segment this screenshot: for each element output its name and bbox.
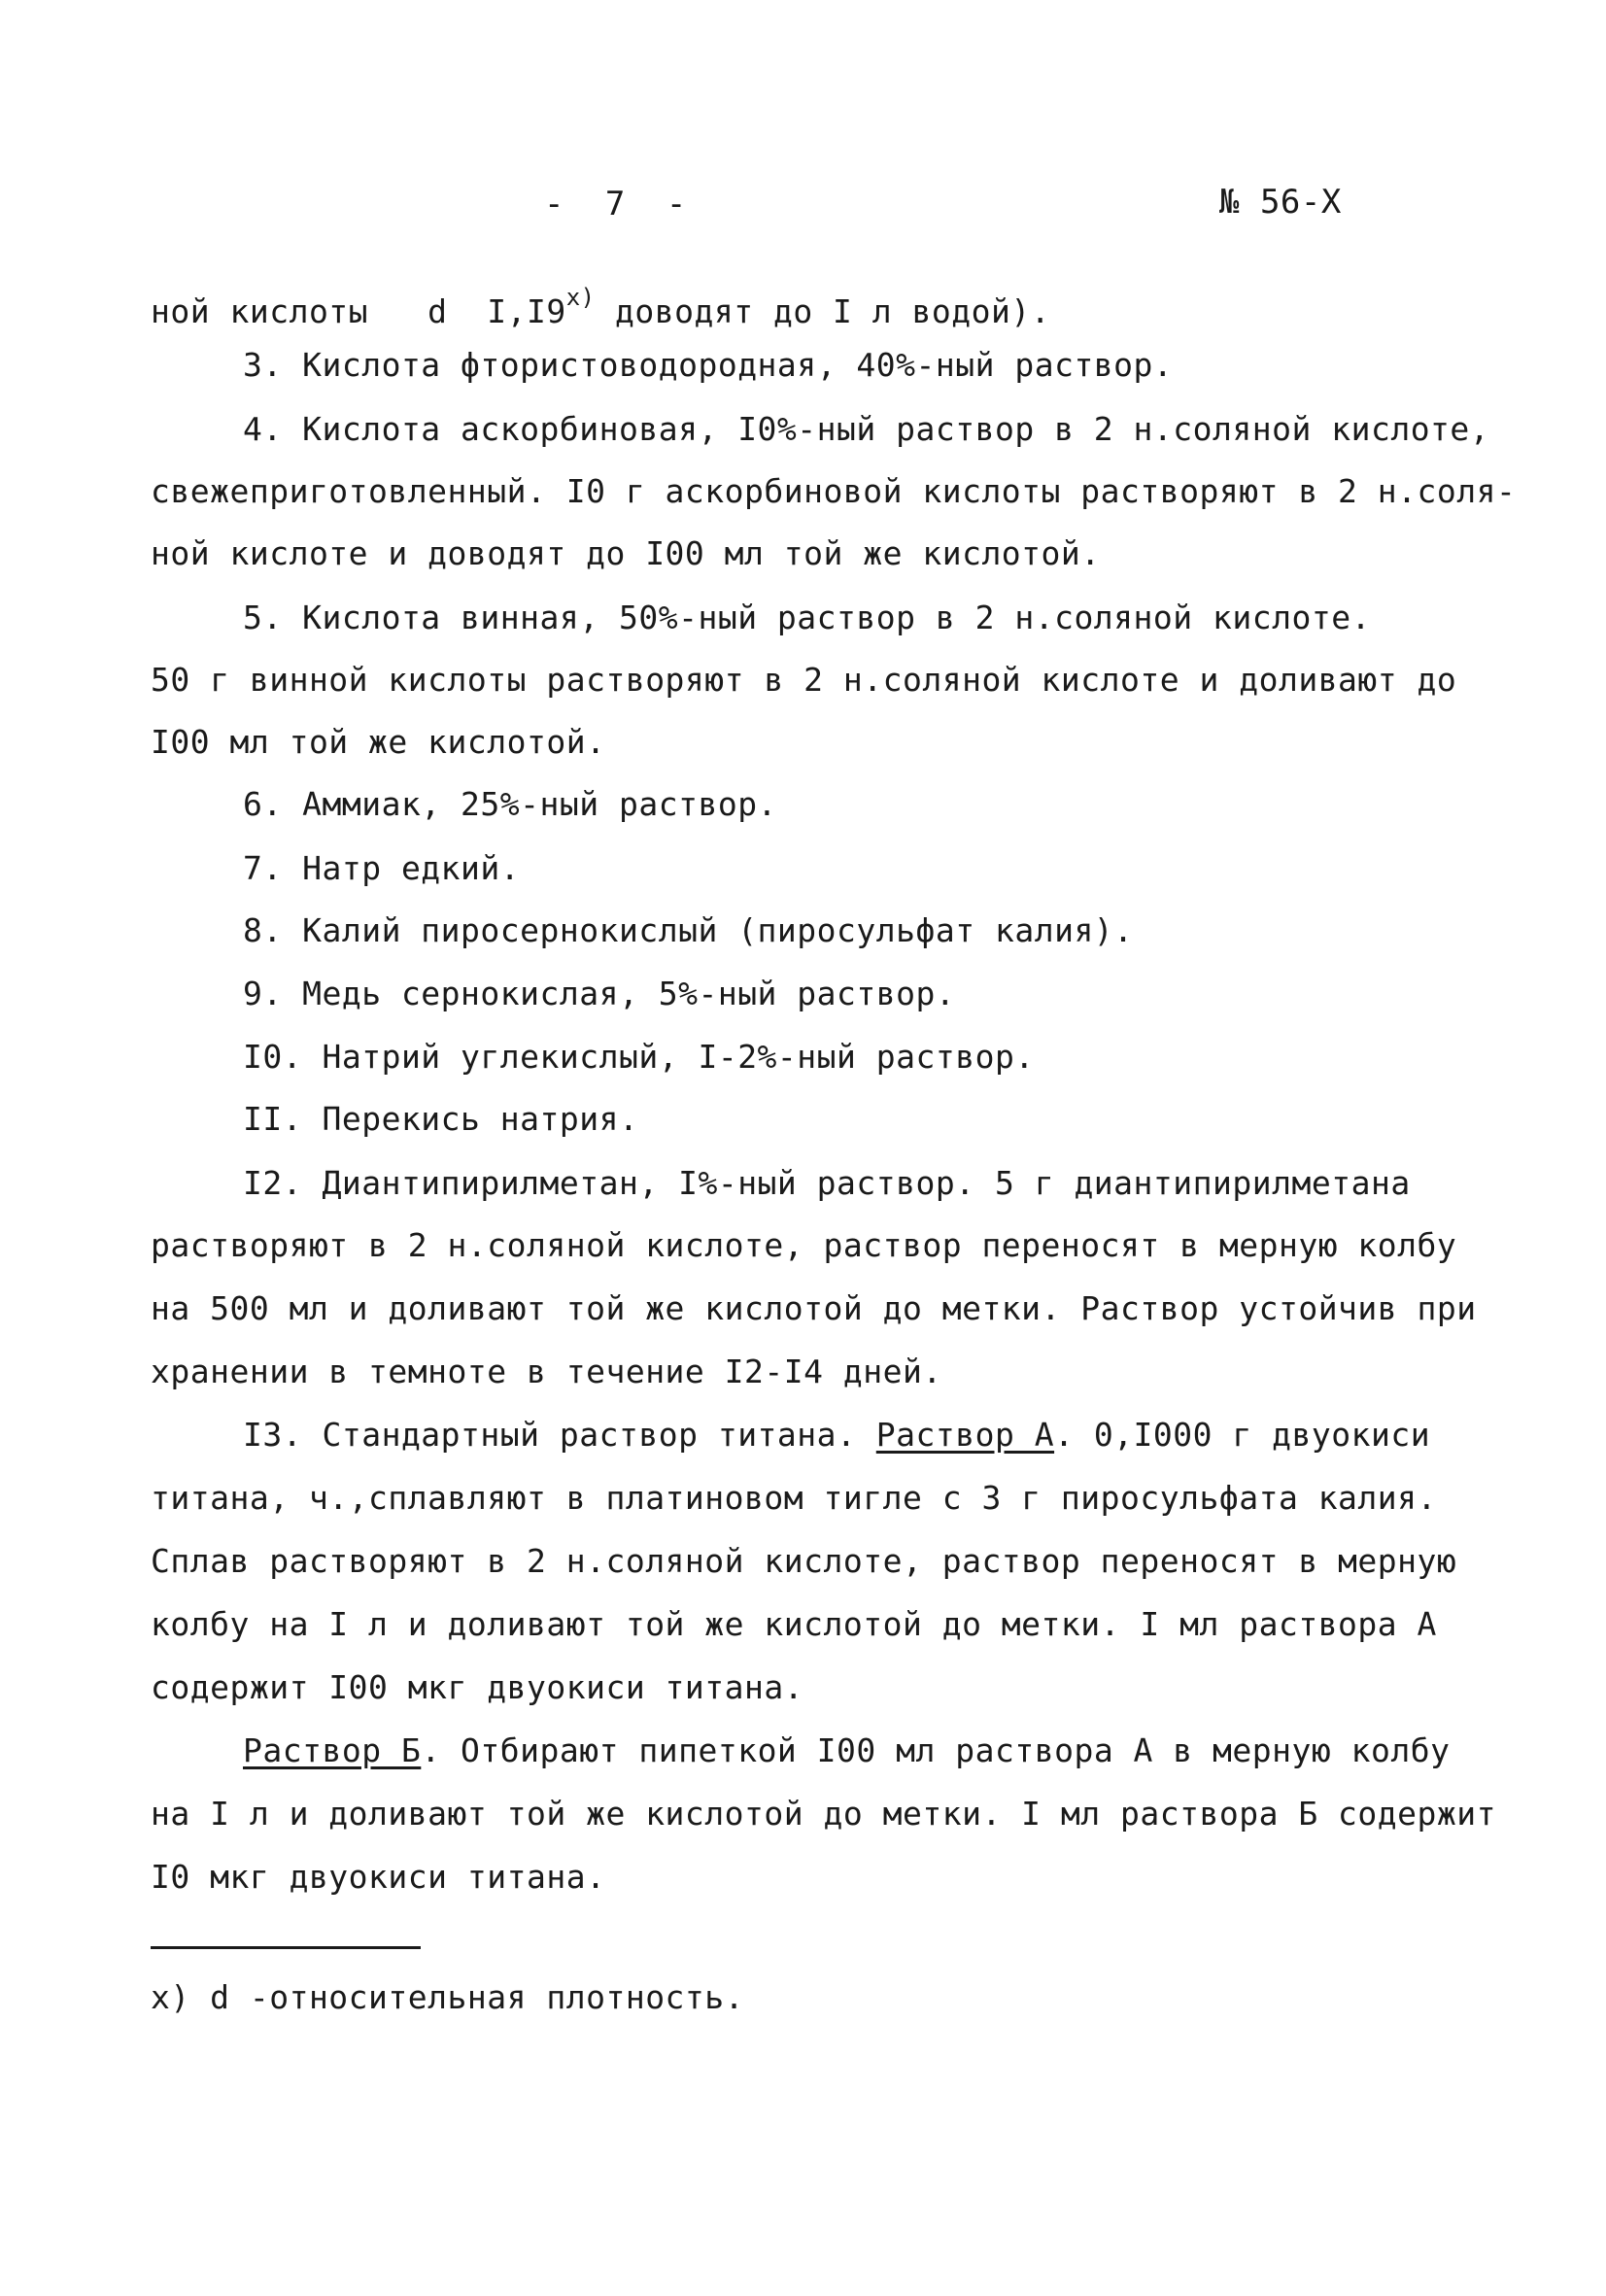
text-line: Сплав растворяют в 2 н.соляной кислоте, раствор переносят в мерную — [151, 1542, 1457, 1580]
text-line: I00 мл той же кислотой. — [151, 723, 606, 761]
text-line: 8. Калий пиросернокислый (пиросульфат калия). — [243, 911, 1134, 949]
text-line — [243, 1731, 1450, 1770]
text-line: I0. Натрий углекислый, I-2%-ный раствор. — [243, 1038, 1035, 1076]
text-line: свежеприготовленный. I0 г аскорбиновой кислоты растворяют в 2 н.соля- — [151, 472, 1517, 510]
text-line: 5. Кислота винная, 50%-ный раствор в 2 н.соляной кислоте. — [243, 599, 1371, 636]
underlined-heading: Раствор А — [875, 1416, 1055, 1454]
text-line: 3. Кислота фтористоводородная, 40%-ный раствор. — [243, 346, 1174, 384]
text-line: содержит I00 мкг двуокиси титана. — [151, 1668, 804, 1706]
footnote: х) d -относительная плотность. — [151, 1978, 745, 2016]
text-line: 6. Аммиак, 25%-ный раствор. — [243, 785, 777, 823]
text-line: колбу на I л и доливают той же кислотой до метки. I мл раствора А — [151, 1605, 1437, 1643]
text-fragment: . Отбирают пипеткой I00 мл раствора А в мерную колбу — [421, 1731, 1451, 1769]
text-line: хранении в темноте в течение I2-I4 дней. — [151, 1353, 942, 1390]
text-line: 9. Медь сернокислая, 5%-ный раствор. — [243, 975, 956, 1012]
text-fragment: I3. Стандартный раствор титана. — [243, 1416, 876, 1454]
text-fragment: доводят до I л водой). — [595, 292, 1051, 330]
text-line: 4. Кислота аскорбиновая, I0%-ный раствор в 2 н.соляной кислоте, — [243, 410, 1490, 448]
text-line: титана, ч.,сплавляют в платиновом тигле с 3 г пиросульфата калия. — [151, 1479, 1437, 1517]
document-number: № 56-Х — [1219, 183, 1342, 222]
text-fragment: . 0,I000 г двуокиси — [1054, 1416, 1431, 1454]
text-line: I2. Диантипирилметан, I%-ный раствор. 5 г диантипирилметана — [243, 1164, 1411, 1202]
underlined-heading: Раствор Б — [243, 1731, 422, 1769]
text-line — [243, 1416, 1430, 1455]
text-line: на 500 мл и доливают той же кислотой до метки. Раствор устойчив при — [151, 1289, 1477, 1327]
text-line: 50 г винной кислоты растворяют в 2 н.соляной кислоте и доливают до — [151, 661, 1457, 699]
text-line: ной кислоте и доводят до I00 мл той же кислотой. — [151, 534, 1101, 572]
text-line: 7. Натр едкий. — [243, 849, 521, 887]
text-line — [151, 284, 1050, 331]
page-number: - 7 - — [544, 185, 687, 223]
footnote-divider — [151, 1946, 421, 1949]
footnote-marker: х) — [565, 284, 596, 311]
text-line: II. Перекись натрия. — [243, 1100, 639, 1138]
text-line: на I л и доливают той же кислотой до метки. I мл раствора Б содержит — [151, 1795, 1497, 1833]
text-line: растворяют в 2 н.соляной кислоте, раствор переносят в мерную колбу — [151, 1226, 1457, 1264]
text-line: I0 мкг двуокиси титана. — [151, 1858, 606, 1896]
text-fragment: ной кислоты d I,I9 — [151, 292, 566, 330]
